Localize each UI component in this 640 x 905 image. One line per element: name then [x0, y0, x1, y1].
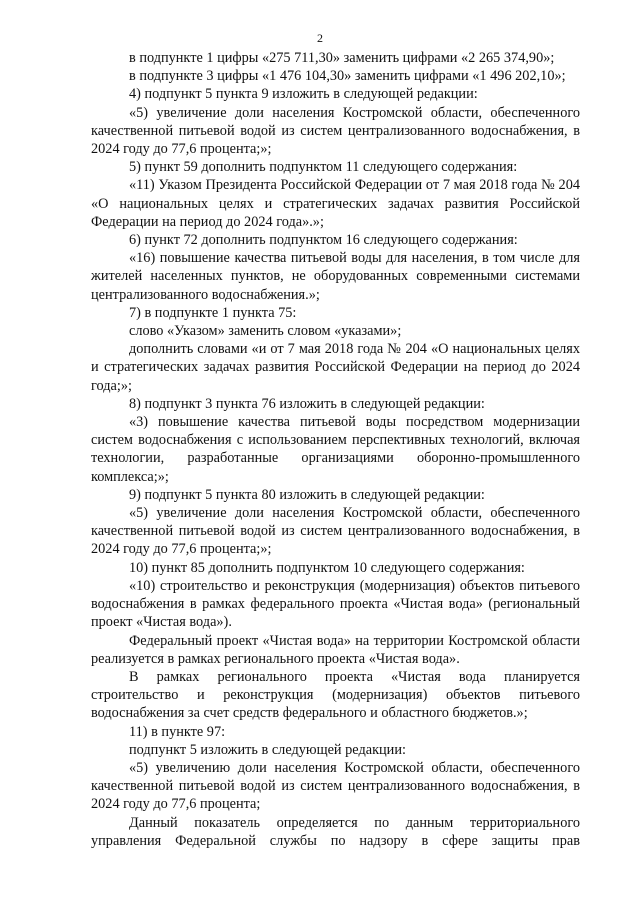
paragraph-9: 7) в подпункте 1 пункта 75: [129, 304, 297, 321]
paragraph-22: «5) увеличению доли населения Костромской области, обеспеченного качественной питьевой водой из систем централизованного водоснабжения, в 2024 году до 77,6 процента; [91, 759, 580, 813]
paragraph-11: дополнить словами «и от 7 мая 2018 года № 204 «О национальных целях и стратегических задачах развития Российской Федерации на период до 2024 года;»; [91, 341, 580, 394]
paragraph-13: «3) повышение качества питьевой воды посредством модернизации систем водоснабжения с использованием перспективных технологий, включая технологии, разработанные организациями оборонно-промышленного комплекса;»; [91, 414, 580, 485]
paragraph-10: слово «Указом» заменить словом «указами»; [129, 323, 402, 340]
paragraph-19: В рамках регионального проекта «Чистая вода планируется строительство и реконструкция (модернизация) объектов питьевого водоснабжения за счет средств федерального и областного бюджетов.»; [91, 668, 580, 722]
paragraph-8: «16) повышение качества питьевой воды для населения, в том числе для жителей населенных пунктов, не оборудованных современными системами централизованного водоснабжения.»; [91, 250, 580, 303]
paragraph-1: в подпункте 1 цифры «275 711,30» заменить цифрами «2 265 374,90»; [129, 50, 555, 66]
paragraph-18: Федеральный проект «Чистая вода» на территории Костромской области реализуется в рамках регионального проекта «Чистая вода». [91, 632, 580, 667]
paragraph-21: подпункт 5 изложить в следующей редакции: [129, 741, 406, 758]
paragraph-6: «11) Указом Президента Российской Федерации от 7 мая 2018 года № 204 «О национальных целях и стратегических задачах развития Российской Федерации на период до 2024 года».»; [91, 177, 580, 230]
paragraph-15: «5) увеличение доли населения Костромской области, обеспеченного качественной питьевой водой из систем централизованного водоснабжения, в 2024 году до 77,6 процента;»; [91, 505, 580, 558]
paragraph-12: 8) подпункт 3 пункта 76 изложить в следующей редакции: [129, 395, 485, 412]
document-body [91, 49, 580, 850]
paragraph-5: 5) пункт 59 дополнить подпунктом 11 следующего содержания: [129, 159, 518, 176]
paragraph-23: Данный показатель определяется по данным территориального управления Федеральной службы по надзору в сфере защиты прав [91, 814, 580, 849]
paragraph-7: 6) пункт 72 дополнить подпунктом 16 следующего содержания: [129, 232, 518, 249]
paragraph-20: 11) в пункте 97: [129, 723, 226, 740]
paragraph-2: в подпункте 3 цифры «1 476 104,30» заменить цифрами «1 496 202,10»; [129, 68, 566, 85]
paragraph-4: «5) увеличение доли населения Костромской области, обеспеченного качественной питьевой водой из систем централизованного водоснабжения, в 2024 году до 77,6 процента;»; [91, 104, 580, 158]
paragraph-17: «10) строительство и реконструкция (модернизация) объектов питьевого водоснабжения в рамках федерального проекта «Чистая вода» (региональный проект «Чистая вода»). [91, 577, 580, 631]
paragraph-3: 4) подпункт 5 пункта 9 изложить в следующей редакции: [129, 86, 478, 103]
page-number: 2 [317, 31, 323, 45]
paragraph-16: 10) пункт 85 дополнить подпунктом 10 следующего содержания: [129, 559, 525, 576]
paragraph-14: 9) подпункт 5 пункта 80 изложить в следующей редакции: [129, 486, 485, 503]
